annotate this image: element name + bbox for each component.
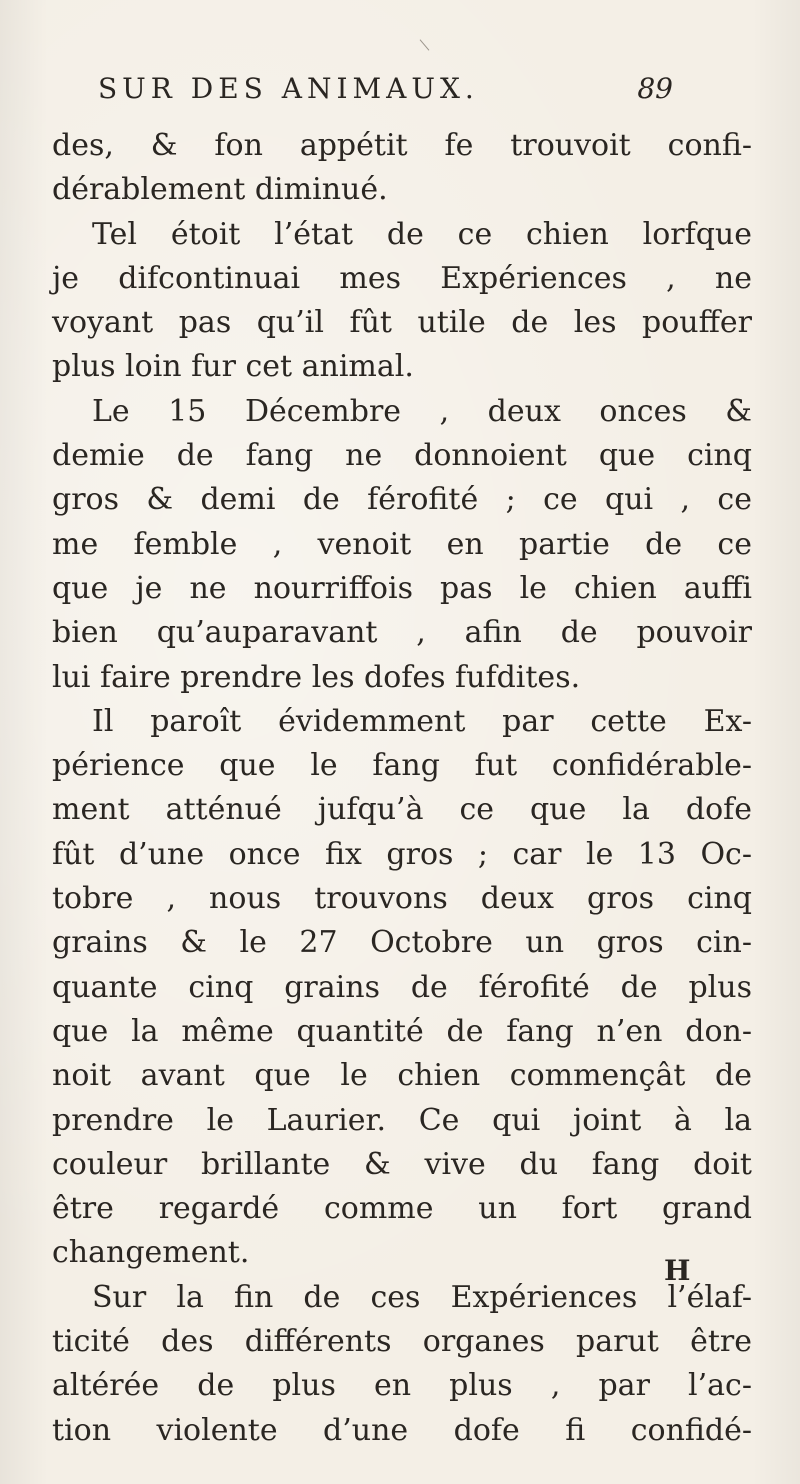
catchword: H bbox=[664, 1254, 691, 1287]
text-line: dérablement diminué. bbox=[52, 172, 388, 208]
page-mark bbox=[420, 39, 430, 50]
text-line: Sur la fin de ces Expériences l’élaf- bbox=[92, 1279, 752, 1315]
running-head bbox=[98, 72, 673, 112]
text-line: périence que le fang fut confidérable- bbox=[52, 748, 752, 784]
text-line: noit avant que le chien commençât de bbox=[52, 1058, 752, 1094]
text-line: tion violente d’une dofe fi confidé- bbox=[52, 1412, 752, 1448]
text-line: grains & le 27 Octobre un gros cin- bbox=[52, 925, 752, 961]
text-line: Tel étoit l’état de ce chien lorfque bbox=[92, 216, 752, 252]
text-line: couleur brillante & vive du fang doit bbox=[52, 1146, 752, 1182]
text-line: Il paroît évidemment par cette Ex- bbox=[92, 703, 752, 739]
running-title: SUR DES ANIMAUX. bbox=[98, 72, 479, 105]
text-line: me femble , venoit en partie de ce bbox=[52, 526, 752, 562]
text-line: des, & fon appétit fe trouvoit confi- bbox=[52, 128, 752, 163]
text-line: ticité des différents organes parut être bbox=[52, 1324, 752, 1360]
text-line: fût d’une once fix gros ; car le 13 Oc- bbox=[52, 836, 752, 872]
text-line: tobre , nous trouvons deux gros cinq bbox=[52, 881, 752, 917]
text-line: être regardé comme un fort grand bbox=[52, 1191, 752, 1227]
body-text bbox=[52, 124, 752, 1453]
text-line: prendre le Laurier. Ce qui joint à la bbox=[52, 1102, 752, 1138]
text-line: gros & demi de férofité ; ce qui , ce bbox=[52, 482, 752, 518]
page-number: 89 bbox=[637, 72, 673, 105]
text-line: je difcontinuai mes Expériences , ne bbox=[52, 260, 752, 296]
text-line: plus loin fur cet animal. bbox=[52, 349, 414, 385]
text-line: que je ne nourriffois pas le chien auffi bbox=[52, 570, 752, 606]
text-line: bien qu’auparavant , afin de pouvoir bbox=[52, 615, 752, 651]
text-line: voyant pas qu’il fût utile de les pouffer bbox=[52, 305, 752, 341]
text-line: Le 15 Décembre , deux onces & bbox=[92, 393, 752, 429]
text-line: que la même quantité de fang n’en don- bbox=[52, 1013, 752, 1049]
text-line: changement. bbox=[52, 1235, 250, 1271]
text-line: quante cinq grains de férofité de plus bbox=[52, 969, 752, 1005]
text-line: altérée de plus en plus , par l’ac- bbox=[52, 1368, 752, 1404]
text-line: lui faire prendre les dofes fufdites. bbox=[52, 659, 581, 695]
text-line: demie de fang ne donnoient que cinq bbox=[52, 438, 752, 474]
text-line: ment atténué jufqu’à ce que la dofe bbox=[52, 792, 752, 828]
